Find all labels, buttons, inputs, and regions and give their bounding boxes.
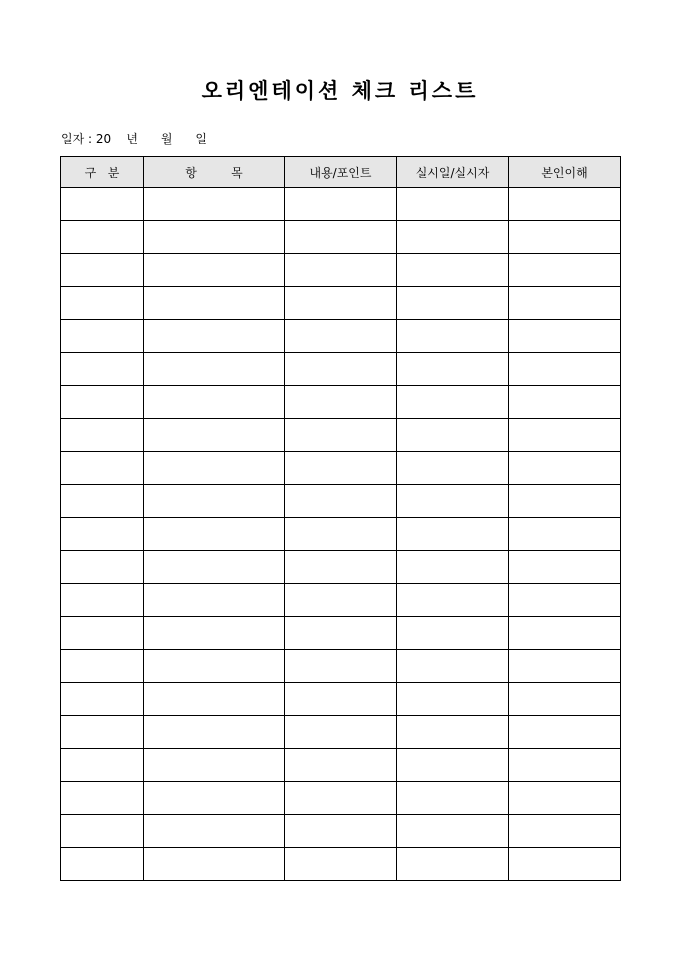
table-row	[61, 353, 621, 386]
cell-date-person	[397, 221, 509, 254]
header-date-person: 실시일/실시자	[397, 157, 509, 188]
cell-category	[61, 386, 144, 419]
cell-content-point	[285, 782, 397, 815]
cell-understanding	[509, 749, 621, 782]
checklist-body	[61, 188, 621, 881]
cell-date-person	[397, 848, 509, 881]
cell-item	[144, 716, 285, 749]
cell-date-person	[397, 485, 509, 518]
table-row	[61, 320, 621, 353]
cell-content-point	[285, 815, 397, 848]
cell-item	[144, 419, 285, 452]
cell-date-person	[397, 551, 509, 584]
header-row	[61, 157, 621, 188]
cell-content-point	[285, 386, 397, 419]
table-row	[61, 254, 621, 287]
cell-date-person	[397, 617, 509, 650]
cell-understanding	[509, 485, 621, 518]
cell-content-point	[285, 287, 397, 320]
cell-date-person	[397, 320, 509, 353]
cell-understanding	[509, 419, 621, 452]
table-row	[61, 551, 621, 584]
cell-understanding	[509, 848, 621, 881]
year-label: 년	[126, 132, 138, 146]
cell-category	[61, 485, 144, 518]
cell-category	[61, 749, 144, 782]
table-row	[61, 221, 621, 254]
cell-understanding	[509, 584, 621, 617]
cell-category	[61, 221, 144, 254]
cell-understanding	[509, 254, 621, 287]
cell-category	[61, 320, 144, 353]
cell-content-point	[285, 419, 397, 452]
cell-content-point	[285, 353, 397, 386]
month-label: 월	[160, 132, 173, 146]
cell-category	[61, 254, 144, 287]
table-row	[61, 848, 621, 881]
date-label: 일자 : 20	[61, 132, 112, 146]
cell-understanding	[509, 518, 621, 551]
cell-content-point	[285, 683, 397, 716]
cell-content-point	[285, 584, 397, 617]
table-row	[61, 683, 621, 716]
document-title: 오리엔테이션 체크 리스트	[201, 78, 479, 103]
cell-understanding	[509, 650, 621, 683]
cell-item	[144, 782, 285, 815]
cell-item	[144, 815, 285, 848]
cell-date-person	[397, 518, 509, 551]
cell-understanding	[509, 452, 621, 485]
cell-item	[144, 221, 285, 254]
cell-item	[144, 518, 285, 551]
header-item: 항 목	[144, 157, 285, 188]
table-row	[61, 419, 621, 452]
day-label: 일	[195, 132, 207, 146]
cell-item	[144, 254, 285, 287]
cell-item	[144, 749, 285, 782]
cell-content-point	[285, 254, 397, 287]
table-row	[61, 716, 621, 749]
table-row	[61, 386, 621, 419]
cell-content-point	[285, 452, 397, 485]
cell-category	[61, 650, 144, 683]
cell-date-person	[397, 254, 509, 287]
header-understanding: 본인이해	[509, 157, 621, 188]
cell-item	[144, 287, 285, 320]
cell-content-point	[285, 716, 397, 749]
cell-date-person	[397, 452, 509, 485]
cell-understanding	[509, 320, 621, 353]
cell-category	[61, 584, 144, 617]
cell-content-point	[285, 188, 397, 221]
cell-item	[144, 320, 285, 353]
cell-understanding	[509, 782, 621, 815]
table-row	[61, 188, 621, 221]
cell-date-person	[397, 716, 509, 749]
date-line	[61, 130, 207, 148]
cell-content-point	[285, 551, 397, 584]
cell-date-person	[397, 650, 509, 683]
table-row	[61, 617, 621, 650]
table-row	[61, 287, 621, 320]
cell-item	[144, 683, 285, 716]
cell-understanding	[509, 551, 621, 584]
cell-item	[144, 617, 285, 650]
cell-category	[61, 716, 144, 749]
cell-understanding	[509, 221, 621, 254]
checklist-table	[60, 156, 621, 881]
cell-category	[61, 353, 144, 386]
cell-date-person	[397, 749, 509, 782]
cell-date-person	[397, 353, 509, 386]
cell-date-person	[397, 287, 509, 320]
cell-content-point	[285, 518, 397, 551]
cell-item	[144, 584, 285, 617]
cell-content-point	[285, 848, 397, 881]
cell-category	[61, 419, 144, 452]
cell-item	[144, 452, 285, 485]
table-row	[61, 749, 621, 782]
cell-date-person	[397, 683, 509, 716]
table-row	[61, 815, 621, 848]
cell-category	[61, 617, 144, 650]
cell-content-point	[285, 617, 397, 650]
cell-date-person	[397, 782, 509, 815]
cell-item	[144, 551, 285, 584]
cell-content-point	[285, 485, 397, 518]
cell-content-point	[285, 650, 397, 683]
cell-understanding	[509, 287, 621, 320]
cell-category	[61, 551, 144, 584]
cell-understanding	[509, 683, 621, 716]
table-row	[61, 452, 621, 485]
table-row	[61, 782, 621, 815]
cell-date-person	[397, 419, 509, 452]
cell-item	[144, 353, 285, 386]
cell-content-point	[285, 320, 397, 353]
cell-category	[61, 782, 144, 815]
cell-item	[144, 188, 285, 221]
cell-understanding	[509, 386, 621, 419]
cell-category	[61, 287, 144, 320]
cell-understanding	[509, 815, 621, 848]
cell-date-person	[397, 188, 509, 221]
cell-understanding	[509, 188, 621, 221]
header-category: 구 분	[61, 157, 144, 188]
table-row	[61, 485, 621, 518]
cell-category	[61, 452, 144, 485]
cell-item	[144, 386, 285, 419]
cell-item	[144, 848, 285, 881]
cell-item	[144, 485, 285, 518]
cell-understanding	[509, 617, 621, 650]
cell-category	[61, 848, 144, 881]
cell-date-person	[397, 815, 509, 848]
cell-category	[61, 683, 144, 716]
cell-item	[144, 650, 285, 683]
header-content-point: 내용/포인트	[285, 157, 397, 188]
cell-category	[61, 815, 144, 848]
table-row	[61, 584, 621, 617]
cell-date-person	[397, 584, 509, 617]
cell-content-point	[285, 221, 397, 254]
cell-content-point	[285, 749, 397, 782]
table-row	[61, 650, 621, 683]
cell-category	[61, 188, 144, 221]
table-row	[61, 518, 621, 551]
cell-category	[61, 518, 144, 551]
cell-date-person	[397, 386, 509, 419]
cell-understanding	[509, 716, 621, 749]
cell-understanding	[509, 353, 621, 386]
